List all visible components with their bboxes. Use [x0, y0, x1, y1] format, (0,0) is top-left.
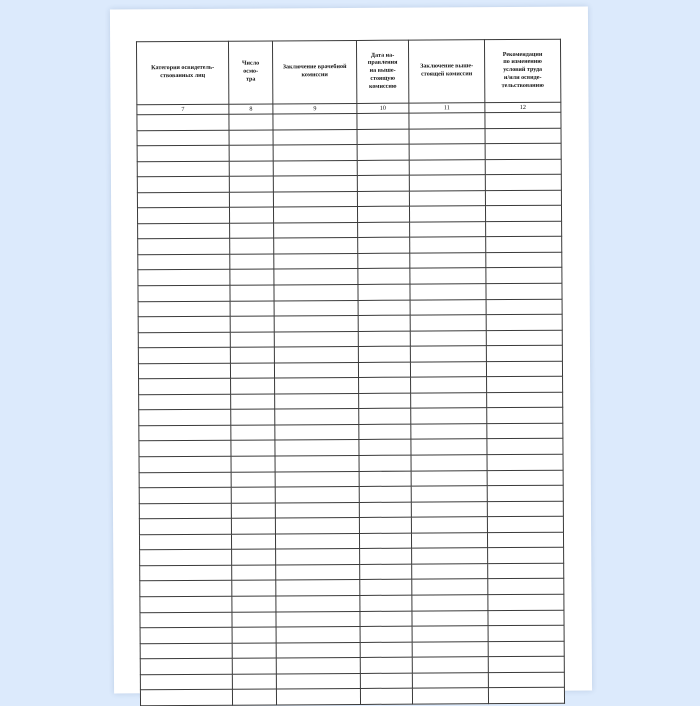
table-cell[interactable] — [139, 487, 231, 503]
table-cell[interactable] — [230, 254, 274, 270]
table-cell[interactable] — [139, 456, 231, 472]
table-cell[interactable] — [139, 534, 231, 550]
table-cell[interactable] — [231, 378, 275, 394]
table-cell[interactable] — [139, 472, 231, 488]
table-cell[interactable] — [358, 284, 410, 300]
table-cell[interactable] — [274, 300, 358, 316]
table-cell[interactable] — [276, 549, 360, 565]
column-header-medical-commission-conclusion: Заключение врачебной комиссии — [272, 40, 356, 104]
table-cell[interactable] — [412, 610, 488, 626]
table-cell[interactable] — [410, 221, 486, 237]
table-cell[interactable] — [137, 208, 229, 224]
table-cell[interactable] — [411, 455, 487, 471]
table-cell[interactable] — [359, 502, 411, 518]
table-cell[interactable] — [487, 376, 563, 392]
table-cell[interactable] — [358, 238, 410, 254]
table-cell[interactable] — [274, 362, 358, 378]
table-cell[interactable] — [230, 301, 274, 317]
table-cell[interactable] — [229, 130, 273, 146]
table-cell[interactable] — [230, 332, 274, 348]
table-cell[interactable] — [138, 332, 230, 348]
table-cell[interactable] — [360, 657, 412, 673]
table-cell[interactable] — [140, 643, 232, 659]
table-cell[interactable] — [138, 270, 230, 286]
table-cell[interactable] — [488, 625, 564, 641]
table-cell[interactable] — [487, 454, 563, 470]
table-cell[interactable] — [140, 596, 232, 612]
table-cell[interactable] — [231, 425, 275, 441]
table-cell[interactable] — [139, 410, 231, 426]
table-cell[interactable] — [138, 316, 230, 332]
table-header-row — [136, 39, 560, 105]
table-cell[interactable] — [273, 176, 357, 192]
table-cell[interactable] — [357, 191, 409, 207]
table-cell[interactable] — [409, 190, 485, 206]
table-cell[interactable] — [274, 331, 358, 347]
table-cell[interactable] — [229, 192, 273, 208]
table-cell[interactable] — [358, 300, 410, 316]
table-cell[interactable] — [140, 689, 232, 705]
table-cell[interactable] — [360, 564, 412, 580]
table-cell[interactable] — [138, 239, 230, 255]
table-cell[interactable] — [229, 161, 273, 177]
table-cell[interactable] — [410, 330, 486, 346]
table-cell[interactable] — [359, 393, 411, 409]
table-cell[interactable] — [411, 517, 487, 533]
table-cell[interactable] — [360, 595, 412, 611]
table-cell[interactable] — [230, 223, 274, 239]
table-cell[interactable] — [231, 534, 275, 550]
table-cell[interactable] — [488, 656, 564, 672]
table-cell[interactable] — [275, 393, 359, 409]
table-cell[interactable] — [485, 205, 561, 221]
table-cell[interactable] — [411, 424, 487, 440]
table-cell[interactable] — [488, 672, 564, 688]
table-cell[interactable] — [139, 425, 231, 441]
table-cell[interactable] — [275, 487, 359, 503]
table-cell[interactable] — [231, 472, 275, 488]
table-cell[interactable] — [412, 548, 488, 564]
table-cell[interactable] — [275, 502, 359, 518]
table-cell[interactable] — [137, 114, 229, 130]
table-cell[interactable] — [487, 485, 563, 501]
table-cell[interactable] — [273, 129, 357, 145]
table-cell[interactable] — [411, 393, 487, 409]
table-cell[interactable] — [276, 658, 360, 674]
table-cell[interactable] — [357, 160, 409, 176]
table-cell[interactable] — [232, 674, 276, 690]
table-cell[interactable] — [230, 285, 274, 301]
table-cell[interactable] — [411, 377, 487, 393]
table-cell[interactable] — [486, 361, 562, 377]
table-cell[interactable] — [412, 657, 488, 673]
table-cell[interactable] — [138, 285, 230, 301]
table-cell[interactable] — [275, 518, 359, 534]
table-cell[interactable] — [488, 548, 564, 564]
table-cell[interactable] — [276, 673, 360, 689]
table-cell[interactable] — [486, 345, 562, 361]
table-cell[interactable] — [230, 347, 274, 363]
table-cell[interactable] — [137, 176, 229, 192]
table-cell[interactable] — [488, 563, 564, 579]
table-cell[interactable] — [231, 440, 275, 456]
table-cell[interactable] — [138, 301, 230, 317]
table-cell[interactable] — [359, 409, 411, 425]
table-cell[interactable] — [411, 408, 487, 424]
table-cell[interactable] — [275, 440, 359, 456]
table-cell[interactable] — [487, 392, 563, 408]
table-cell[interactable] — [140, 565, 232, 581]
table-cell[interactable] — [360, 548, 412, 564]
table-cell[interactable] — [137, 130, 229, 146]
table-cell[interactable] — [230, 269, 274, 285]
table-cell[interactable] — [485, 128, 561, 144]
table-cell[interactable] — [273, 207, 357, 223]
table-cell[interactable] — [411, 439, 487, 455]
table-cell[interactable] — [275, 471, 359, 487]
table-cell[interactable] — [412, 595, 488, 611]
table-cell[interactable] — [410, 253, 486, 269]
table-cell[interactable] — [411, 486, 487, 502]
table-cell[interactable] — [231, 456, 275, 472]
table-cell[interactable] — [412, 641, 488, 657]
column-header-higher-commission-conclusion: Заключение выше- стоящей комиссии — [408, 40, 484, 103]
table-cell[interactable] — [357, 206, 409, 222]
table-cell[interactable] — [410, 361, 486, 377]
table-cell[interactable] — [412, 688, 488, 704]
table-cell[interactable] — [276, 611, 360, 627]
table-cell[interactable] — [276, 564, 360, 580]
table-cell[interactable] — [274, 222, 358, 238]
column-number-11: 11 — [409, 103, 485, 113]
table-cell[interactable] — [138, 254, 230, 270]
table-cell[interactable] — [232, 627, 276, 643]
table-cell[interactable] — [229, 207, 273, 223]
table-cell[interactable] — [360, 626, 412, 642]
table-cell[interactable] — [358, 253, 410, 269]
table-cell[interactable] — [232, 658, 276, 674]
table-cell[interactable] — [276, 642, 360, 658]
table-cell[interactable] — [274, 238, 358, 254]
table-cell[interactable] — [360, 611, 412, 627]
table-cell[interactable] — [410, 315, 486, 331]
table-cell[interactable] — [231, 487, 275, 503]
table-cell[interactable] — [409, 128, 485, 144]
table-cell[interactable] — [487, 516, 563, 532]
table-cell[interactable] — [360, 642, 412, 658]
table-cell[interactable] — [276, 626, 360, 642]
table-cell[interactable] — [275, 424, 359, 440]
table-cell[interactable] — [485, 143, 561, 159]
table-cell[interactable] — [487, 532, 563, 548]
table-cell[interactable] — [410, 346, 486, 362]
table-cell[interactable] — [229, 176, 273, 192]
table-cell[interactable] — [275, 533, 359, 549]
table-cell[interactable] — [487, 423, 563, 439]
table-cell[interactable] — [232, 549, 276, 565]
table-cell[interactable] — [409, 113, 485, 129]
table-cell[interactable] — [359, 440, 411, 456]
table-cell[interactable] — [140, 674, 232, 690]
table-cell[interactable] — [273, 191, 357, 207]
table-cell[interactable] — [409, 144, 485, 160]
table-cell[interactable] — [486, 283, 562, 299]
table-cell[interactable] — [486, 221, 562, 237]
table-cell[interactable] — [411, 470, 487, 486]
table-cell[interactable] — [359, 377, 411, 393]
table-cell[interactable] — [359, 533, 411, 549]
table-cell[interactable] — [412, 626, 488, 642]
table-cell[interactable] — [230, 363, 274, 379]
table-cell[interactable] — [412, 564, 488, 580]
table-cell[interactable] — [139, 518, 231, 534]
table-cell[interactable] — [140, 612, 232, 628]
column-header-exam-number: Число осмо- тра — [228, 41, 272, 104]
table-cell[interactable] — [485, 190, 561, 206]
table-cell[interactable] — [410, 284, 486, 300]
table-cell[interactable] — [488, 594, 564, 610]
journal-table — [136, 39, 565, 706]
table-cell[interactable] — [360, 688, 412, 704]
table-cell[interactable] — [231, 409, 275, 425]
table-cell[interactable] — [138, 347, 230, 363]
table-cell[interactable] — [138, 223, 230, 239]
table-row — [140, 687, 564, 705]
table-cell[interactable] — [276, 595, 360, 611]
table-cell[interactable] — [231, 518, 275, 534]
table-cell[interactable] — [276, 689, 360, 705]
table-cell[interactable] — [137, 161, 229, 177]
table-cell[interactable] — [360, 580, 412, 596]
table-cell[interactable] — [229, 145, 273, 161]
table-cell[interactable] — [410, 237, 486, 253]
table-cell[interactable] — [486, 330, 562, 346]
table-cell[interactable] — [487, 470, 563, 486]
table-cell[interactable] — [486, 314, 562, 330]
table-cell[interactable] — [138, 363, 230, 379]
table-cell[interactable] — [273, 113, 357, 129]
table-cell[interactable] — [359, 486, 411, 502]
table-cell[interactable] — [411, 532, 487, 548]
table-cell[interactable] — [358, 362, 410, 378]
table-cell[interactable] — [488, 687, 564, 703]
column-header-recommendations: Рекомендации по изменению условий труда и/или освиде- тельствованию — [484, 39, 560, 102]
table-cell[interactable] — [488, 610, 564, 626]
column-number-7: 7 — [137, 104, 229, 115]
column-number-10: 10 — [357, 103, 409, 113]
table-cell[interactable] — [357, 113, 409, 129]
table-cell[interactable] — [274, 347, 358, 363]
table-cell[interactable] — [487, 439, 563, 455]
table-cell[interactable] — [486, 252, 562, 268]
table-cell[interactable] — [140, 627, 232, 643]
table-cell[interactable] — [137, 192, 229, 208]
table-cell[interactable] — [357, 144, 409, 160]
table-header — [136, 39, 560, 115]
table-cell[interactable] — [358, 346, 410, 362]
table-body — [137, 112, 565, 705]
table-cell[interactable] — [409, 159, 485, 175]
table-cell[interactable] — [232, 596, 276, 612]
table-cell[interactable] — [358, 269, 410, 285]
table-cell[interactable] — [485, 112, 561, 128]
table-cell[interactable] — [276, 580, 360, 596]
table-cell[interactable] — [230, 238, 274, 254]
table-cell[interactable] — [229, 114, 273, 130]
table-cell[interactable] — [359, 424, 411, 440]
column-number-12: 12 — [485, 102, 561, 112]
column-number-9: 9 — [273, 103, 357, 114]
table-cell[interactable] — [358, 315, 410, 331]
table-cell[interactable] — [273, 160, 357, 176]
table-cell[interactable] — [140, 581, 232, 597]
table-cell[interactable] — [410, 299, 486, 315]
table-cell[interactable] — [357, 129, 409, 145]
table-cell[interactable] — [232, 611, 276, 627]
table-cell[interactable] — [488, 641, 564, 657]
table-cell[interactable] — [485, 159, 561, 175]
column-header-referral-date: Дата на- правления на выше- стоящую комиссию — [356, 40, 408, 103]
table-cell[interactable] — [274, 269, 358, 285]
table-cell[interactable] — [359, 471, 411, 487]
table-cell[interactable] — [486, 268, 562, 284]
table-cell[interactable] — [139, 394, 231, 410]
table-cell[interactable] — [358, 331, 410, 347]
table-cell[interactable] — [137, 145, 229, 161]
table-cell[interactable] — [409, 206, 485, 222]
table-cell[interactable] — [274, 253, 358, 269]
table-cell[interactable] — [411, 501, 487, 517]
table-cell[interactable] — [485, 174, 561, 190]
table-cell[interactable] — [275, 455, 359, 471]
table-cell[interactable] — [275, 378, 359, 394]
table-cell[interactable] — [410, 268, 486, 284]
journal-table-container — [136, 39, 564, 706]
table-cell[interactable] — [274, 284, 358, 300]
table-cell[interactable] — [412, 579, 488, 595]
table-cell[interactable] — [139, 441, 231, 457]
table-cell[interactable] — [231, 503, 275, 519]
table-cell[interactable] — [139, 503, 231, 519]
table-cell[interactable] — [232, 565, 276, 581]
table-cell[interactable] — [486, 237, 562, 253]
table-cell[interactable] — [486, 299, 562, 315]
table-cell[interactable] — [232, 643, 276, 659]
table-cell[interactable] — [487, 501, 563, 517]
table-cell[interactable] — [358, 222, 410, 238]
table-cell[interactable] — [230, 316, 274, 332]
table-cell[interactable] — [412, 672, 488, 688]
table-cell[interactable] — [140, 658, 232, 674]
table-cell[interactable] — [232, 580, 276, 596]
column-header-category: Категория освидетель- ствованных лиц — [136, 41, 228, 105]
table-cell[interactable] — [275, 409, 359, 425]
table-cell[interactable] — [488, 579, 564, 595]
table-cell[interactable] — [359, 517, 411, 533]
table-cell[interactable] — [357, 175, 409, 191]
table-cell[interactable] — [359, 455, 411, 471]
column-number-8: 8 — [229, 104, 273, 114]
table-cell[interactable] — [409, 175, 485, 191]
table-cell[interactable] — [273, 145, 357, 161]
table-cell[interactable] — [140, 550, 232, 566]
table-cell[interactable] — [139, 379, 231, 395]
table-cell[interactable] — [231, 394, 275, 410]
table-cell[interactable] — [487, 408, 563, 424]
table-cell[interactable] — [232, 689, 276, 705]
table-cell[interactable] — [274, 316, 358, 332]
table-cell[interactable] — [360, 673, 412, 689]
